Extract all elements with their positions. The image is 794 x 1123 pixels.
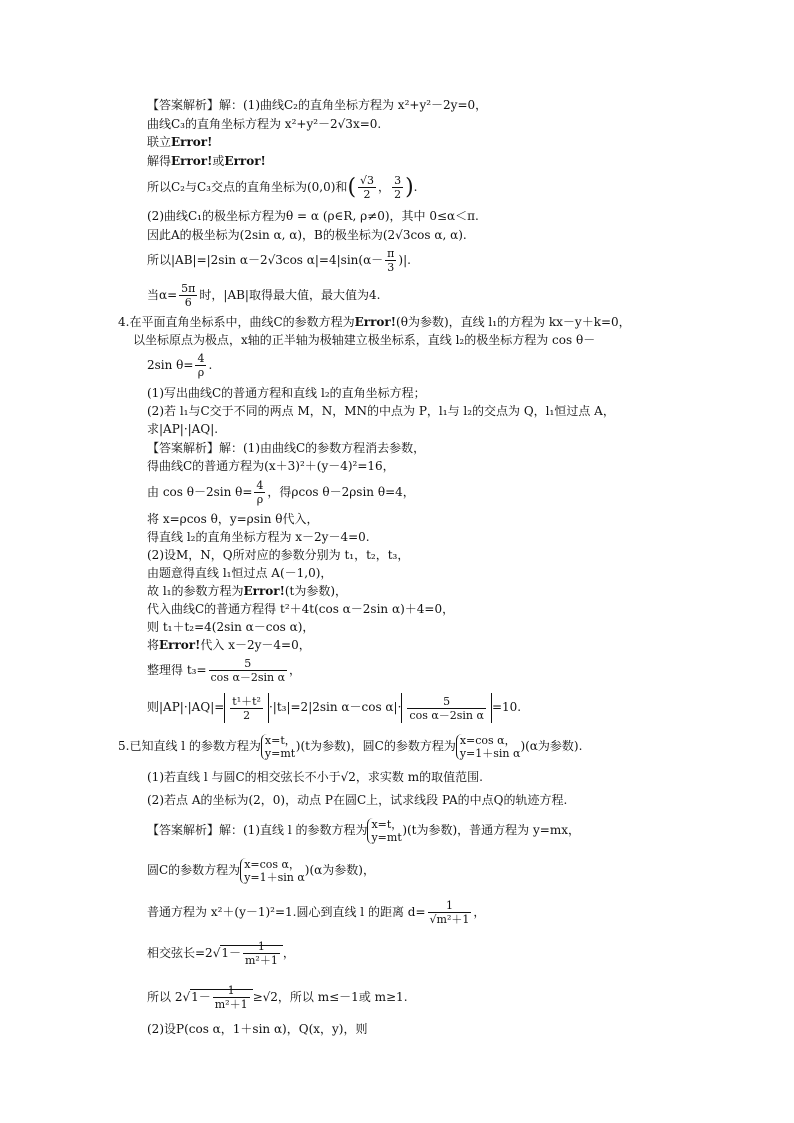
answer4-line-3: 由 cos θ－2sin θ= $\frac{4}{\rho}$ ，得ρcos θ－2ρsin θ=4， — [147, 479, 415, 506]
answer-line-1: 【答案解析】解：(1)曲线C₂的直角坐标方程为 x²+y²－2y=0， — [147, 98, 488, 112]
question-4-line-3: 2sin θ= $\frac{4}{\rho}$ . — [147, 352, 213, 379]
answer-line-6: (2)曲线C₁的极坐标方程为θ = α (ρ∈R, ρ≠0)，其中 0≤α＜π. — [147, 209, 479, 223]
answer4-line-2: 得曲线C的普通方程为(x＋3)²＋(y－4)²=16， — [147, 459, 395, 473]
answer4-line-11: 将Error!代入 x－2y－4=0， — [147, 638, 311, 652]
answer4-line-4: 将 x=ρcos θ，y=ρsin θ代入， — [147, 512, 319, 526]
answer4-line-6: (2)设M，N，Q所对应的参数分别为 t₁，t₂，t₃， — [147, 548, 410, 562]
answer4-line-10: 则 t₁＋t₂=4(2sin α－cos α)， — [147, 620, 315, 634]
answer4-line-9: 代入曲线C的普通方程得 t²＋4t(cos α－2sin α)＋4=0， — [147, 602, 455, 616]
question-4-line-2: 以坐标原点为极点，x轴的正半轴为极轴建立极坐标系，直线 l₂的极坐标方程为 cos θ－ — [133, 333, 596, 347]
answer4-line-5: 得直线 l₂的直角坐标方程为 x－2y－4=0. — [147, 530, 370, 544]
answer5-line-1: 【答案解析】解：(1)直线 l 的参数方程为 x=t， y=mt )(t为参数)，普通方程为 y=mx， — [147, 817, 580, 844]
answer5-line-6: (2)设P(cos α，1＋sin α)，Q(x，y)，则 — [147, 1022, 368, 1036]
answer-line-9: 当α= $\frac{5\pi}{6}$ 时，|AB|取得最大值，最大值为4. — [147, 282, 381, 309]
answer4-line-1: 【答案解析】解：(1)由曲线C的参数方程消去参数， — [147, 441, 426, 455]
answer5-line-3: 普通方程为 x²＋(y－1)²=1.圆心到直线 l 的距离 d= $\frac{1}{\text{√m²＋1}}$ ， — [147, 899, 486, 926]
question-4-part-2: (2)若 l₁与C交于不同的两点 M，N，MN的中点为 P，l₁与 l₂的交点为 Q，l₁恒过点 A， — [147, 404, 615, 418]
answer5-line-4: 相交弦长=2√1－ $\frac{1}{\text{m²＋1}}$ ， — [147, 940, 295, 967]
question-4-part-2b: 求|AP|·|AQ|. — [147, 422, 219, 436]
question-4-part-1: (1)写出曲线C的普通方程和直线 l₂的直角坐标方程； — [147, 386, 426, 400]
answer4-line-7: 由题意得直线 l₁恒过点 A(－1,0)， — [147, 566, 333, 580]
answer-line-2: 曲线C₃的直角坐标方程为 x²+y²－2√3x=0. — [147, 117, 382, 131]
answer5-line-2: 圆C的参数方程为 x=cos α， y=1＋sin α )(α为参数)， — [147, 857, 375, 884]
question-5-line-1: 5.已知直线 l 的参数方程为 x=t， y=mt )(t为参数)，圆C的参数方程为 x=cos α， y=1＋sin α )(α为参数). — [118, 733, 583, 760]
question-5-part-2: (2)若点 A的坐标为(2，0)，动点 P在圆C上，试求线段 PA的中点Q的轨迹方程. — [147, 793, 568, 807]
answer-line-4: 解得Error!或Error! — [147, 154, 266, 168]
question-5-part-1: (1)若直线 l 与圆C的相交弦长不小于√2，求实数 m的取值范围. — [147, 770, 483, 784]
question-4-line-1: 4.在平面直角坐标系中，曲线C的参数方程为Error!(θ为参数)，直线 l₁的方程为 kx－y＋k=0， — [118, 315, 631, 329]
answer-line-8: 所以|AB|=|2sin α－2√3cos α|=4|sin(α－ $\frac{\pi}{3}$ )|. — [147, 247, 411, 274]
answer5-line-5: 所以 2√1－ $\frac{1}{\text{m²＋1}}$ ≥√2，所以 m≤－1或 m≥1. — [147, 984, 408, 1011]
answer-line-3: 联立Error! — [147, 135, 213, 149]
answer4-line-13: 则|AP|·|AQ|= $\frac{\text{t¹＋t²}}{2}$ ·|t₃|=2|2sin α－cos α|· $\frac{5}{\text{cos α－2sin α}}$ =10. — [147, 694, 522, 722]
answer4-line-12: 整理得 t₃= $\frac{5}{\text{cos α－2sin α}}$ ， — [147, 657, 302, 684]
answer4-line-8: 故 l₁的参数方程为Error!(t为参数)， — [147, 584, 348, 598]
answer-line-5: 所以C₂与C₃交点的直角坐标为(0,0)和( $\frac{√3}{2}$ ， $\frac{3}{2}$ ). — [147, 174, 418, 201]
answer-line-7: 因此A的极坐标为(2sin α, α)，B的极坐标为(2√3cos α, α). — [147, 228, 467, 242]
